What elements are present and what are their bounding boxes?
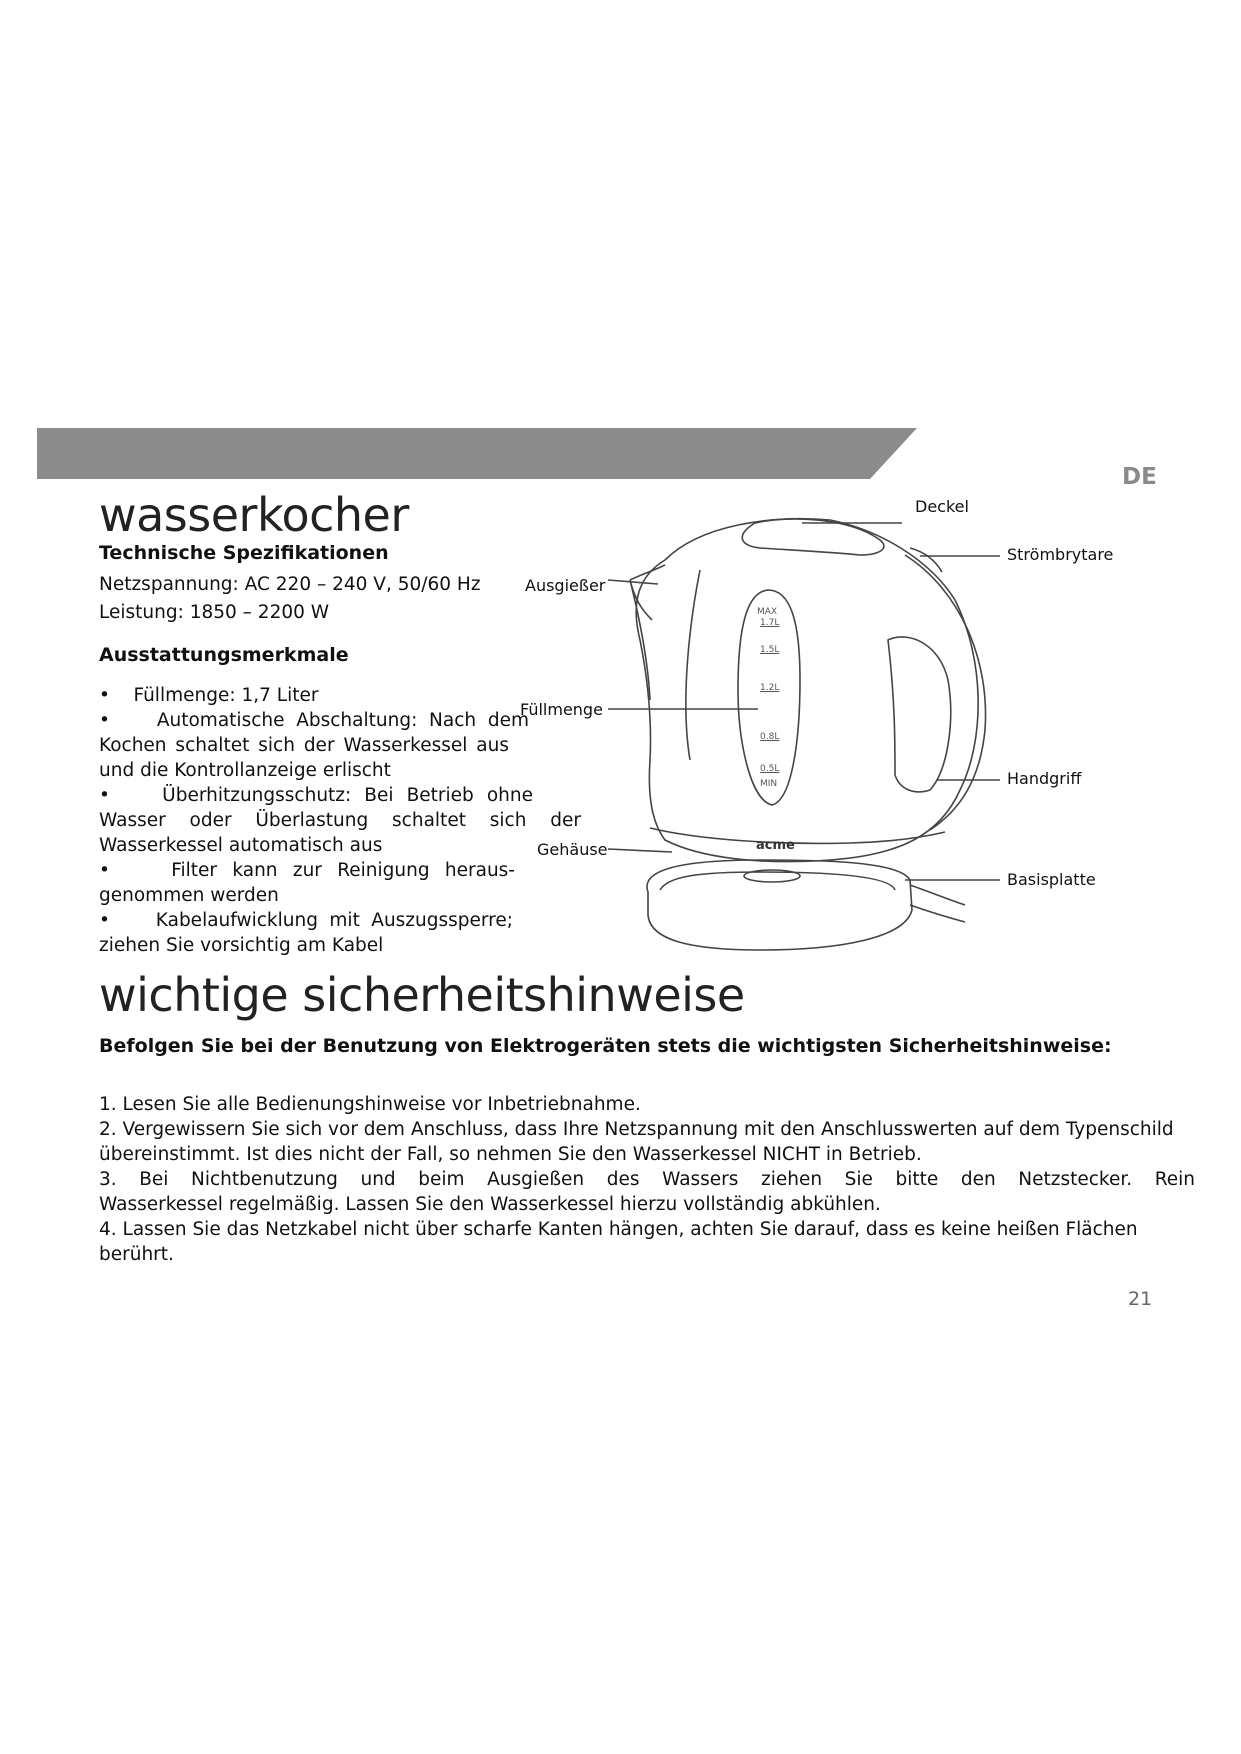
spout [630, 565, 665, 700]
scale-1-5: 1.5L [760, 645, 780, 655]
label-spout: Ausgießer [525, 576, 606, 595]
feature-item: • Überhitzungsschutz: Bei Betrieb ohne [99, 785, 533, 806]
feature-item-continued: ziehen Sie vorsichtig am Kabel [99, 935, 384, 956]
safety-item: 3. Bei Nichtbenutzung und beim Ausgießen des Wassers ziehen Sie bitte den Netzstecker. Rein [99, 1169, 1195, 1190]
safety-list [99, 1092, 1209, 1267]
kettle-inner-line [686, 570, 700, 760]
language-code: DE [1122, 464, 1157, 490]
scale-0-5: 0.5L [760, 764, 780, 774]
safety-item-continued: Wasserkessel regelmäßig. Lassen Sie den Wasserkessel hierzu vollständig abkühlen. [99, 1194, 881, 1215]
safety-item: 1. Lesen Sie alle Bedienungshinweise vor Inbetriebnahme. [99, 1094, 641, 1115]
feature-item-continued: und die Kontrollanzeige erlischt [99, 760, 391, 781]
switch [910, 548, 942, 572]
feature-item-continued: Wasserkessel automatisch aus [99, 835, 383, 856]
lid [742, 519, 884, 555]
brand-logo: acme [756, 838, 795, 853]
safety-item: 4. Lassen Sie das Netzkabel nicht über scharfe Kanten hängen, achten Sie darauf, dass es keine heißen Flächen [99, 1219, 1138, 1240]
safety-intro: Befolgen Sie bei der Benutzung von Elektrogeräten stets die wichtigsten Sicherheitshinweise: [99, 1035, 1112, 1057]
page-number: 21 [1128, 1288, 1153, 1310]
scale-1-2: 1.2L [760, 683, 780, 693]
features-heading: Ausstattungsmerkmale [99, 644, 349, 666]
leader-housing [608, 849, 672, 852]
handle-inner [888, 637, 951, 792]
feature-item-continued: Wasser oder Überlastung schaltet sich der [99, 810, 581, 831]
label-fill-level: Füllmenge [520, 700, 603, 719]
kettle-body-outline [636, 519, 978, 862]
leader-spout [608, 580, 658, 584]
feature-item: • Kabelaufwicklung mit Auszugssperre; [99, 910, 513, 931]
label-lid: Deckel [915, 497, 969, 516]
section-title-kettle: wasserkocher [99, 488, 409, 542]
base-band-top [650, 828, 945, 843]
feature-item: • Filter kann zur Reinigung heraus- [99, 860, 515, 881]
label-housing: Gehäuse [537, 840, 608, 859]
base-plate-outline [647, 860, 912, 950]
cord [910, 885, 965, 922]
section-title-safety: wichtige sicherheitshinweise [99, 968, 745, 1022]
feature-item-continued: Kochen schaltet sich der Wasserkessel aus [99, 735, 509, 756]
feature-item: • Füllmenge: 1,7 Liter [99, 685, 319, 706]
label-base: Basisplatte [1007, 870, 1096, 889]
handle-outer [905, 555, 986, 830]
safety-item-continued: übereinstimmt. Ist dies nicht der Fall, so nehmen Sie den Wasserkessel NICHT in Betrieb. [99, 1144, 922, 1165]
safety-item-continued: berührt. [99, 1244, 174, 1265]
label-switch: Strömbrytare [1007, 545, 1114, 564]
spec-power: Leistung: 1850 – 2200 W [99, 602, 330, 623]
scale-max: MAX [757, 607, 778, 617]
scale-1-7: 1.7L [760, 618, 780, 628]
base-plate-rim [660, 872, 895, 890]
label-handle: Handgriff [1007, 769, 1082, 788]
scale-min: MIN [760, 779, 778, 789]
safety-item: 2. Vergewissern Sie sich vor dem Anschluss, dass Ihre Netzspannung mit den Anschlusswerten auf dem Typenschild [99, 1119, 1174, 1140]
feature-item: • Automatische Abschaltung: Nach dem [99, 710, 529, 731]
feature-item-continued: genommen werden [99, 885, 279, 906]
spec-voltage: Netzspannung: AC 220 – 240 V, 50/60 Hz [99, 574, 481, 595]
specs-heading: Technische Spezifikationen [99, 542, 389, 564]
scale-0-8: 0.8L [760, 732, 780, 742]
